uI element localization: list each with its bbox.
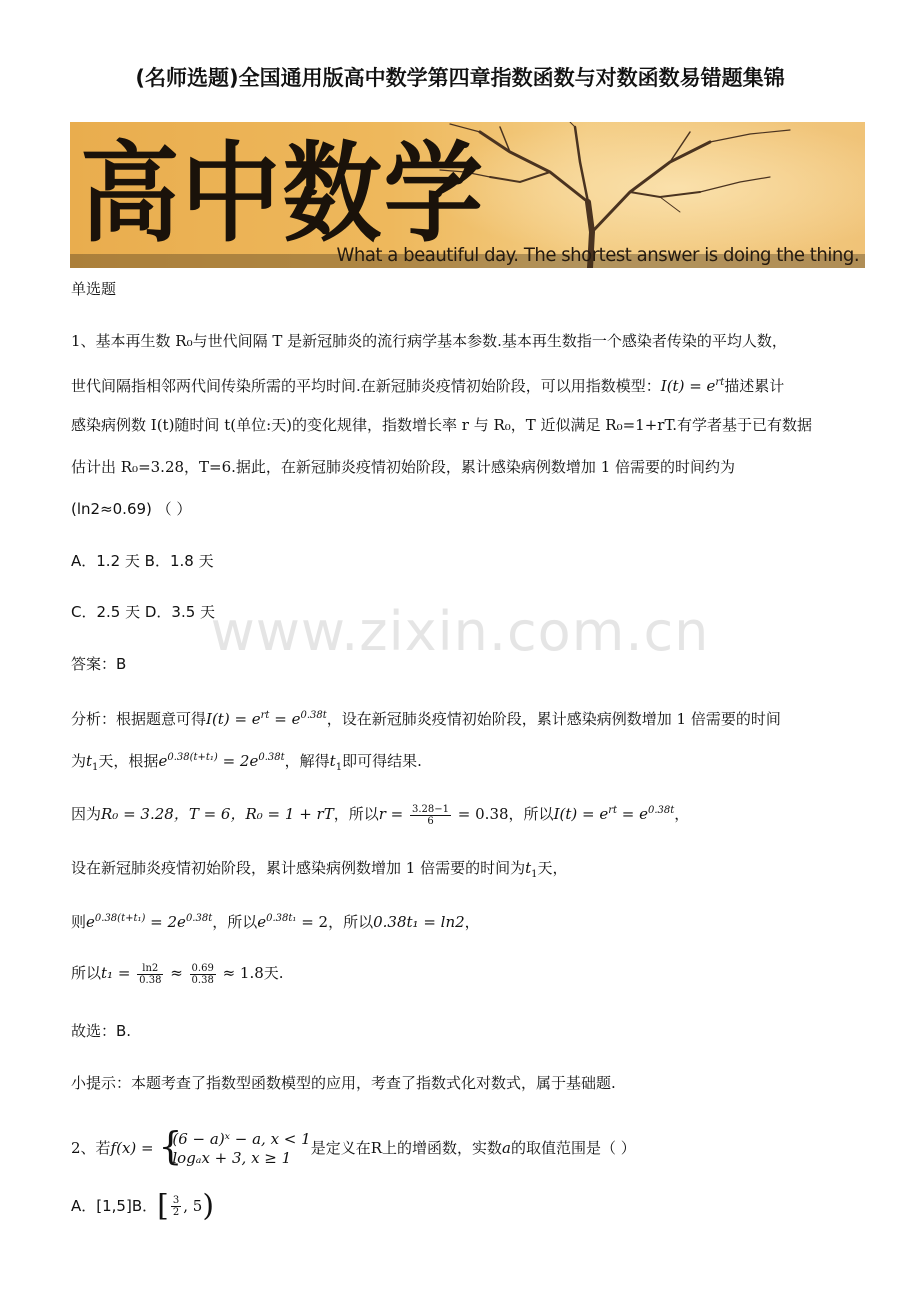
q1-solution-line-3 — [71, 908, 480, 933]
text: ，所以 — [328, 913, 374, 931]
q1-text-end: 描述累计 — [724, 377, 785, 395]
formula: e — [257, 913, 267, 931]
option-a: A．[1,5]B． — [71, 1197, 158, 1215]
denominator: 0.38 — [139, 974, 162, 986]
fraction — [171, 1195, 181, 1218]
denominator: 6 — [427, 815, 434, 827]
q2-stem — [71, 1124, 636, 1168]
brace: { — [158, 1124, 183, 1168]
sub-1: 1 — [335, 762, 343, 773]
formula: = 2 — [296, 913, 329, 931]
banner-motto: What a beautiful day. The shortest answer is doing the thing. — [336, 244, 859, 266]
q1-answer: 答案：B — [71, 655, 127, 673]
denominator: 0.38 — [191, 974, 214, 986]
exp: 0.38t₁ — [266, 913, 297, 924]
q1-solution-line-2 — [71, 857, 568, 886]
analysis-text-2: ，设在新冠肺炎疫情初始阶段，累计感染病例数增加 1 倍需要的时间 — [326, 710, 781, 728]
exp-1: 0.38(t+t₁) — [167, 752, 218, 763]
formula: f(x) = — [110, 1139, 159, 1157]
piece-row-2: logₐx + 3, x ≥ 1 — [172, 1149, 292, 1167]
document-title: (名师选题)全国通用版高中数学第四章指数函数与对数函数易错题集锦 — [135, 66, 785, 90]
piecewise-function — [158, 1124, 311, 1168]
fraction — [137, 963, 163, 986]
analysis-formula-2: = e — [269, 710, 301, 728]
numerator: 3.28−1 — [412, 803, 450, 815]
fraction — [410, 804, 451, 827]
formula: = 2e — [145, 913, 186, 931]
formula: ≈ 1.8天. — [217, 964, 284, 982]
text: 所以 — [71, 964, 102, 982]
formula: = e — [617, 805, 648, 823]
fraction — [190, 963, 216, 986]
numerator: 0.69 — [191, 962, 214, 974]
q1-exponent: rt — [715, 377, 725, 388]
formula: = 0.38 — [453, 805, 509, 823]
analysis-text: 分析：根据题意可得 — [71, 710, 207, 728]
formula-e: e — [158, 752, 168, 770]
numerator: 3 — [172, 1195, 180, 1206]
text: 因为 — [71, 805, 102, 823]
analysis-text-4: 即可得结果. — [342, 752, 422, 770]
analysis-exp-2: 0.38t — [300, 710, 327, 721]
analysis-text-3: ，解得 — [284, 752, 330, 770]
var-t: t — [86, 752, 93, 770]
text: ，所以 — [333, 805, 379, 823]
bracket: [ — [157, 1188, 169, 1224]
formula-2e: = 2e — [217, 752, 259, 770]
text: 设在新冠肺炎疫情初始阶段，累计感染病例数增加 1 倍需要的时间为 — [71, 859, 526, 877]
section-heading: 单选题 — [71, 280, 117, 298]
formula: t₁ = — [101, 964, 136, 982]
q1-solution-line-4 — [71, 962, 284, 986]
text: 天， — [537, 859, 568, 877]
watermark: www.zixin.com.cn — [210, 600, 710, 663]
text: 则 — [71, 913, 87, 931]
banner-image — [70, 122, 865, 268]
q1-stem-line-3: 感染病例数 I(t)随时间 t(单位:天)的变化规律，指数增长率 r 与 R₀，T 近似满足 R₀=1+rT.有学者基于已有数据 — [71, 416, 813, 434]
formula: e — [86, 913, 95, 931]
analysis-formula: I(t) = e — [206, 710, 261, 728]
text: ， — [464, 913, 480, 931]
formula: ≈ — [165, 964, 188, 982]
q1-analysis-line-2 — [71, 747, 422, 779]
var-t: t — [329, 752, 336, 770]
text: ，所以 — [508, 805, 554, 823]
text: ， — [674, 805, 690, 823]
option-b-rest: , 5 — [183, 1197, 203, 1215]
q1-stem-line-5: (ln2≈0.69) （ ） — [71, 500, 192, 518]
denominator: 2 — [172, 1207, 180, 1218]
banner-title: 高中数学 — [80, 131, 485, 257]
text: 是定义在R上的增函数，实数 — [310, 1139, 502, 1157]
exp: rt — [608, 805, 618, 816]
q1-stem-line-4: 估计出 R₀=3.28，T=6.据此，在新冠肺炎疫情初始阶段，累计感染病例数增加 1 倍需要的时间约为 — [71, 458, 736, 476]
q1-options-cd: C．2.5 天 D．3.5 天 — [71, 603, 216, 621]
q1-text: 世代间隔指相邻两代间传染所需的平均时间.在新冠肺炎疫情初始阶段，可以用指数模型： — [71, 377, 661, 395]
exp: 0.38t — [185, 913, 213, 924]
q1-choice: 故选：B. — [71, 1022, 132, 1040]
analysis-text: 为 — [71, 752, 87, 770]
numerator: ln2 — [137, 963, 163, 975]
piece-row-1: (6 − a)ˣ − a, x < 1 — [172, 1130, 311, 1148]
formula: r = — [378, 805, 409, 823]
var-t: t — [525, 859, 532, 877]
formula: R₀ = 3.28，T = 6，R₀ = 1 + rT — [101, 805, 334, 823]
var-a: a — [501, 1139, 511, 1157]
q1-solution-line-1 — [71, 800, 689, 827]
bracket: ) — [202, 1188, 215, 1224]
q1-tip: 小提示：本题考查了指数型函数模型的应用，考查了指数式化对数式，属于基础题. — [71, 1074, 616, 1092]
q1-formula: I(t) = e — [660, 377, 716, 395]
analysis-text-2: 天，根据 — [98, 752, 159, 770]
q2-options — [71, 1188, 215, 1224]
exp-2: 0.38t — [258, 752, 285, 763]
q1-stem-line-1: 1、基本再生数 R₀与世代间隔 T 是新冠肺炎的流行病学基本参数.基本再生数指一个感染者传染的平均人数， — [71, 332, 787, 350]
sub-1: 1 — [92, 762, 99, 773]
exp: 0.38t — [648, 805, 675, 816]
formula: 0.38t₁ = ln2 — [373, 913, 465, 931]
q1-options-ab: A．1.2 天 B．1.8 天 — [71, 552, 214, 570]
text: 2、若 — [71, 1139, 111, 1157]
exp: 0.38(t+t₁) — [94, 913, 146, 924]
analysis-exp: rt — [260, 710, 270, 721]
q1-stem-line-2 — [71, 372, 784, 397]
text: ，所以 — [212, 913, 258, 931]
sub-1: 1 — [531, 869, 538, 880]
q1-analysis-line-1 — [71, 705, 781, 730]
text: 的取值范围是（ ） — [510, 1139, 636, 1157]
formula: I(t) = e — [553, 805, 609, 823]
